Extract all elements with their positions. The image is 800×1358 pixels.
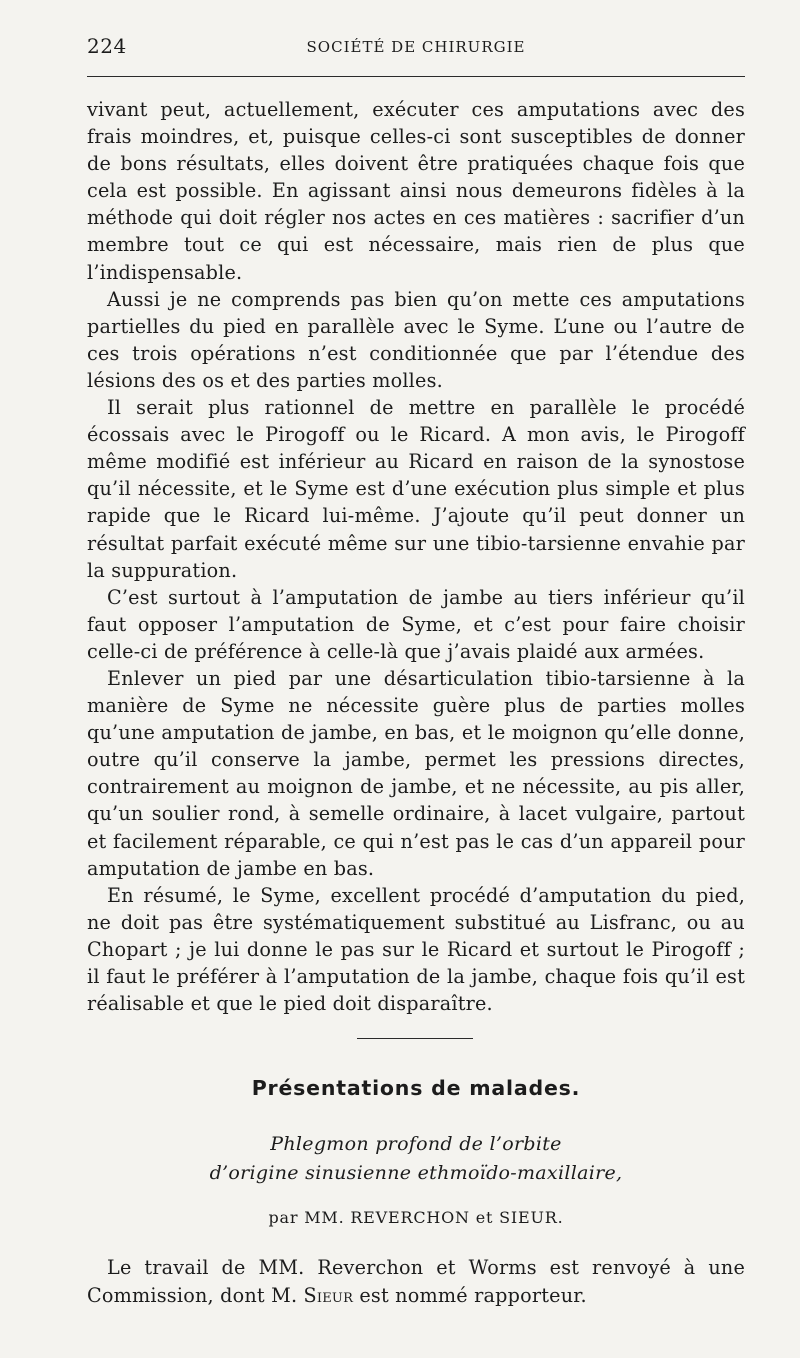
paragraph: vivant peut, actuellement, exécuter ces amputations avec des frais moindres, et, puisque celles-ci sont susceptibles de donner de bons résultats, elles doivent être pratiquées chaque fois que cela est possible. En agissant ainsi nous demeurons fidèles à la méthode qui doit régler nos actes en ces matières : sacrifier d’un membre tout ce qui est nécessaire, mais rien de plus que l’indispensable. <box>87 98 745 284</box>
section-title: Présentations de malades. <box>251 1076 581 1100</box>
paragraph: C’est surtout à l’amputation de jambe au tiers inférieur qu’il faut opposer l’amputation de Syme, et c’est pour faire choisir celle-ci de préférence à celle-là que j’avais plaidé aux armées. <box>87 585 745 663</box>
article-authors: par MM. REVERCHON et SIEUR. <box>268 1208 564 1227</box>
paragraph: Enlever un pied par une désarticulation tibio-tarsienne à la manière de Syme ne nécessite guère plus de parties molles qu’une amputation de jambe, en bas, et le moignon qu’elle donne, outre qu’il conserve la jambe, permet les pressions directes, contrairement au moignon de jambe, et ne nécessite, au pis aller, qu’un soulier rond, à semelle ordinaire, à lacet vulgaire, partout et facilement réparable, ce qui n’est pas le cas d’un appareil pour amputation de jambe en bas. <box>87 666 745 880</box>
running-head: SOCIÉTÉ DE CHIRURGIE <box>306 38 526 56</box>
header-rule <box>87 76 745 77</box>
body-text <box>87 96 745 1017</box>
closing-paragraph <box>87 1254 745 1310</box>
page-number: 224 <box>87 34 127 58</box>
closing-text-end: est nommé rapporteur. <box>353 1284 587 1307</box>
section-divider <box>357 1038 473 1039</box>
rapporteur-name: Sieur <box>303 1284 354 1307</box>
closing-text <box>87 1254 745 1310</box>
paragraph: Aussi je ne comprends pas bien qu’on mette ces amputations partielles du pied en parallèle avec le Syme. L’une ou l’autre de ces trois opérations n’est conditionnée que par l’étendue des lésions des os et des parties molles. <box>87 287 745 392</box>
article-subtitle-line-1: Phlegmon profond de l’orbite <box>270 1133 562 1155</box>
paragraph: Il serait plus rationnel de mettre en parallèle le procédé écossais avec le Pirogoff ou le Ricard. A mon avis, le Pirogoff même modifié est inférieur au Ricard en raison de la synostose qu’il nécessite, et le Syme est d’une exécution plus simple et plus rapide que le Ricard lui-même. J’ajoute qu’il peut donner un résultat parfait exécuté même sur une tibio-tarsienne envahie par la suppuration. <box>87 396 745 582</box>
page-header <box>87 30 745 64</box>
article-subtitle-line-2: d’origine sinusienne ethmoïdo-maxillaire, <box>209 1162 623 1184</box>
closing-text-start: Le travail de MM. Reverchon et Worms est renvoyé à une Commission, dont M. <box>87 1256 745 1307</box>
paragraph: En résumé, le Syme, excellent procédé d’amputation du pied, ne doit pas être systématiquement substitué au Lisfranc, ou au Chopart ; je lui donne le pas sur le Ricard et surtout le Pirogoff ; il faut le préférer à l’amputation de la jambe, chaque fois qu’il est réalisable et que le pied doit disparaître. <box>87 883 745 1016</box>
